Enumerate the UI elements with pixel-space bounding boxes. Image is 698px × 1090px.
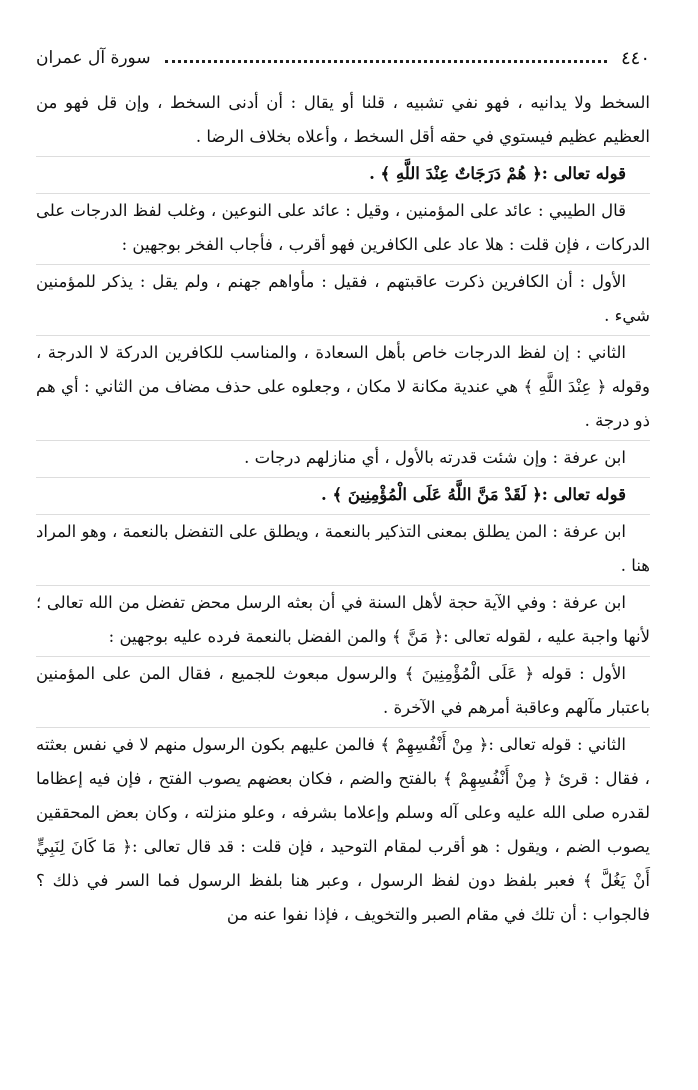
page-body (36, 86, 650, 934)
paragraph: الأول : أن الكافرين ذكرت عاقبتهم ، فقيل : مأواهم جهنم ، ولم يقل : يذكر للمؤمنين شيء . (36, 264, 650, 333)
verse-heading: قوله تعالى :﴿ لَقَدْ مَنَّ اللَّهُ عَلَى الْمُؤْمِنِينَ ﴾ . (36, 477, 650, 512)
page-header (36, 42, 650, 74)
verse-heading: قوله تعالى :﴿ هُمْ دَرَجَاتٌ عِنْدَ اللَّهِ ﴾ . (36, 156, 650, 191)
header-dotted-leader (165, 60, 607, 63)
page-number: ٤٤٠ (620, 47, 650, 69)
paragraph: الأول : قوله ﴿ عَلَى الْمُؤْمِنِينَ ﴾ والرسول مبعوث للجميع ، فقال المن على المؤمنين باعتبار مآلهم وعاقبة أمرهم في الآخرة . (36, 656, 650, 725)
paragraph: ابن عرفة : وإن شئت قدرته بالأول ، أي منازلهم درجات . (36, 440, 650, 475)
paragraph: ابن عرفة : المن يطلق بمعنى التذكير بالنعمة ، ويطلق على التفضل بالنعمة ، وهو المراد هنا . (36, 514, 650, 583)
paragraph: الثاني : قوله تعالى :﴿ مِنْ أَنْفُسِهِمْ ﴾ فالمن عليهم بكون الرسول منهم لا في نفس بعثته ، فقال : قرئ ﴿ مِنْ أَنْفُسِهِمْ ﴾ بالفتح والضم ، فكان بعضهم يصوب الفتح ، فإن فيه إعظاما لقدره صلى الله عليه وعلى آله وسلم وإعلاما بشرفه ، وعلو منزلته ، وكان بعض المحققين يصوب الضم ، ويقول : هو أقرب لمقام التوحيد ، فإن قلت : قد قال تعالى :﴿ مَا كَانَ لِنَبِيٍّ أَنْ يَغُلَّ ﴾ فعبر بلفظ دون لفظ الرسول ، وعبر هنا بلفظ الرسول فما السر في ذلك ؟ فالجواب : أن تلك في مقام الصبر والتخويف ، فإذا نفوا عنه من (36, 727, 650, 932)
paragraph: السخط ولا يدانيه ، فهو نفي تشبيه ، قلنا أو يقال : أن أدنى السخط ، وإن قل فهو من العظيم عظيم فيستوي في حقه أقل السخط ، وأعلاه بخلاف الرضا . (36, 93, 650, 146)
surah-title: سورة آل عمران (36, 48, 151, 68)
paragraph: الثاني : إن لفظ الدرجات خاص بأهل السعادة ، والمناسب للكافرين الدركة لا الدرجة ، وقوله ﴿ عِنْدَ اللَّهِ ﴾ هي عندية مكانة لا مكان ، وجعلوه على حذف مضاف من الثاني : أي هم ذو درجة . (36, 335, 650, 438)
paragraph: قال الطيبي : عائد على المؤمنين ، وقيل : عائد على النوعين ، وغلب لفظ الدرجات على الدركات ، فإن قلت : هلا عاد على الكافرين فهو أقرب ، فأجاب الفخر بوجهين : (36, 193, 650, 262)
paragraph: ابن عرفة : وفي الآية حجة لأهل السنة في أن بعثه الرسل محض تفضل من الله تعالى ؛ لأنها واجبة عليه ، لقوله تعالى :﴿ مَنَّ ﴾ والمن الفضل بالنعمة فرده عليه بوجهين : (36, 585, 650, 654)
